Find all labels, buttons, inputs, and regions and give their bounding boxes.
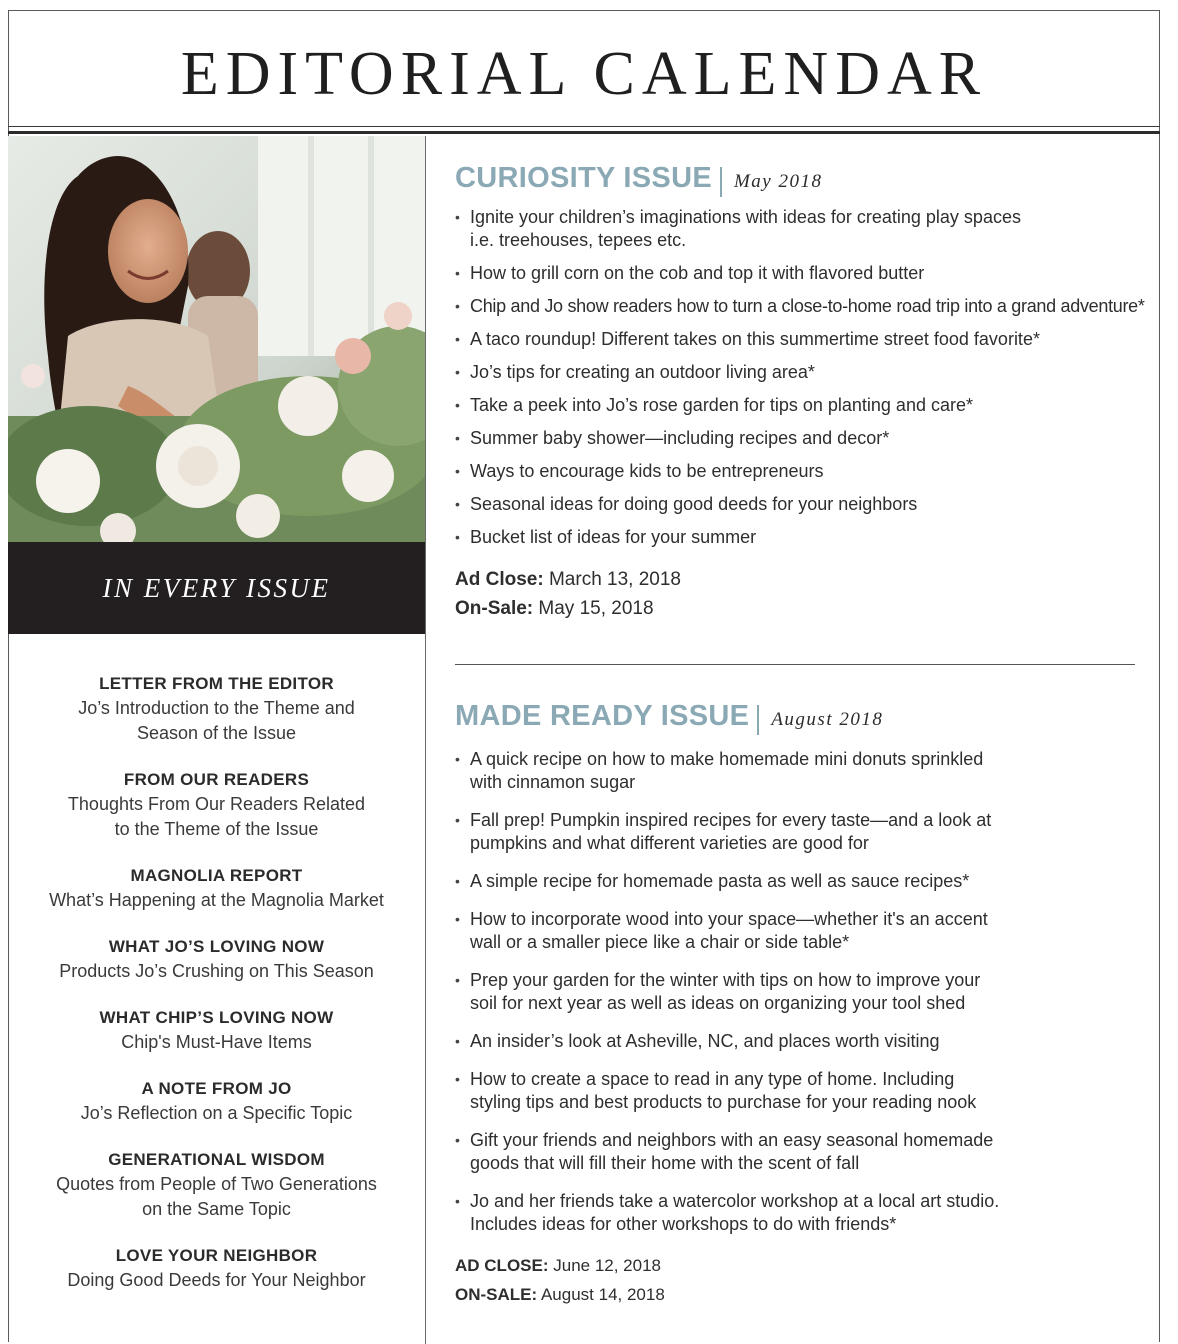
photo-icon (8, 136, 425, 542)
section-description-line: Jo’s Reflection on a Specific Topic (80, 1103, 353, 1123)
bullet-item (455, 394, 1155, 417)
issue-divider (757, 705, 759, 735)
issue-separator (455, 664, 1135, 665)
bullet-line: How to grill corn on the cob and top it with flavored butter (470, 263, 925, 283)
bullet-line: Includes ideas for other workshops to do with friends* (470, 1214, 897, 1234)
bullet-item (455, 361, 1155, 384)
section-description-line: to the Theme of the Issue (114, 819, 319, 839)
bullet-item (455, 809, 1155, 855)
bullet-item (455, 295, 1155, 318)
bullet-line: with cinnamon sugar (470, 772, 636, 792)
bullet-item (455, 493, 1155, 516)
bullet-line: A quick recipe on how to make homemade mini donuts sprinkled (470, 749, 984, 769)
bullet-item (455, 748, 1155, 794)
section-description-line: Doing Good Deeds for Your Neighbor (67, 1270, 366, 1290)
bullet-item (455, 1190, 1155, 1236)
bullet-item (455, 262, 1155, 285)
bullet-item (455, 526, 1155, 549)
issue-date: August 2018 (771, 709, 884, 730)
on-sale-value: May 15, 2018 (538, 598, 654, 619)
bullet-line: Prep your garden for the winter with tips on how to improve your (470, 970, 981, 990)
section-heading: LETTER FROM THE EDITOR (99, 674, 334, 693)
bullet-line: pumpkins and what different varieties are good for (470, 833, 869, 853)
section-heading: MAGNOLIA REPORT (130, 866, 303, 885)
section-description-line: What’s Happening at the Magnolia Market (49, 890, 384, 910)
on-sale-label: On-Sale: (455, 598, 534, 619)
bullet-line: styling tips and best products to purchase for your reading nook (470, 1092, 977, 1112)
bullet-line: How to create a space to read in any type of home. Including (470, 1069, 955, 1089)
section-heading: WHAT JO’S LOVING NOW (108, 937, 325, 956)
section-description-line: on the Same Topic (142, 1199, 291, 1219)
issue-bullet-list (455, 748, 1155, 1236)
bullet-line: A simple recipe for homemade pasta as well as sauce recipes* (470, 871, 970, 891)
in-every-issue-label: IN EVERY ISSUE (102, 572, 331, 603)
header-rule-thin (8, 126, 1160, 127)
bullet-item (455, 1068, 1155, 1114)
bullet-line: Take a peek into Jo’s rose garden for tips on planting and care* (470, 395, 973, 415)
bullet-item (455, 206, 1155, 252)
bullet-line: Seasonal ideas for doing good deeds for your neighbors (470, 494, 918, 514)
bullet-item (455, 328, 1155, 351)
ad-close (455, 1251, 1155, 1280)
bullet-line: A taco roundup! Different takes on this summertime street food favorite* (470, 329, 1040, 349)
section-description-line: Thoughts From Our Readers Related (67, 794, 366, 814)
issue-name: MADE READY ISSUE (455, 700, 750, 732)
section-description-line: Season of the Issue (136, 723, 297, 743)
section-description-line: Quotes from People of Two Generations (56, 1174, 377, 1194)
bullet-line: i.e. treehouses, tepees etc. (470, 230, 687, 250)
bullet-line: Gift your friends and neighbors with an easy seasonal homemade (470, 1130, 994, 1150)
on-sale (455, 594, 1155, 623)
on-sale-label: ON-SALE: (455, 1285, 538, 1304)
ad-close-label: Ad Close: (455, 569, 544, 590)
bullet-line: Ignite your children’s imaginations with ideas for creating play spaces (470, 207, 1021, 227)
issue-dates (455, 1251, 1155, 1309)
bullet-item (455, 908, 1155, 954)
section-heading: GENERATIONAL WISDOM (108, 1150, 325, 1169)
bullet-line: goods that will fill their home with the scent of fall (470, 1153, 860, 1173)
header-rule-thick (8, 131, 1160, 134)
issue-curiosity (455, 162, 1155, 623)
section-magnolia-report (8, 864, 425, 913)
section-love-your-neighbor (8, 1244, 425, 1293)
section-letter-from-editor (8, 672, 425, 746)
bullet-line: Ways to encourage kids to be entrepreneurs (470, 461, 824, 481)
section-description-line: Jo’s Introduction to the Theme and (78, 698, 355, 718)
issue-divider (720, 167, 722, 197)
section-a-note-from-jo (8, 1077, 425, 1126)
ad-close (455, 565, 1155, 594)
bullet-line: Chip and Jo show readers how to turn a close-to-home road trip into a grand adventure* (470, 296, 1145, 316)
issue-name: CURIOSITY ISSUE (455, 162, 712, 194)
bullet-line: Bucket list of ideas for your summer (470, 527, 757, 547)
bullet-line: wall or a smaller piece like a chair or side table* (470, 932, 850, 952)
section-heading: A NOTE FROM JO (141, 1079, 292, 1098)
ad-close-label: AD CLOSE: (455, 1256, 549, 1275)
bullet-item (455, 1030, 1155, 1053)
section-what-jos-loving-now (8, 935, 425, 984)
ad-close-value: June 12, 2018 (553, 1256, 661, 1275)
in-every-issue-list (8, 672, 425, 1315)
bullet-line: Fall prep! Pumpkin inspired recipes for every taste—and a look at (470, 810, 992, 830)
issue-header (455, 700, 1155, 740)
ad-close-value: March 13, 2018 (548, 569, 681, 590)
section-description-line: Chip's Must-Have Items (121, 1032, 312, 1052)
issue-date: May 2018 (733, 171, 823, 192)
bullet-item (455, 460, 1155, 483)
bullet-line: Summer baby shower—including recipes and decor* (470, 428, 890, 448)
section-heading: FROM OUR READERS (123, 770, 310, 789)
issue-header (455, 162, 1155, 202)
issue-bullet-list (455, 206, 1155, 549)
column-divider (425, 136, 426, 1344)
section-what-chips-loving-now (8, 1006, 425, 1055)
section-generational-wisdom (8, 1148, 425, 1222)
bullet-line: An insider’s look at Asheville, NC, and places worth visiting (470, 1031, 940, 1051)
in-every-issue-banner (8, 542, 425, 634)
section-from-our-readers (8, 768, 425, 842)
section-description-line: Products Jo’s Crushing on This Season (59, 961, 374, 981)
issue-made-ready (455, 700, 1155, 1309)
bullet-line: Jo’s tips for creating an outdoor living area* (470, 362, 815, 382)
on-sale-value: August 14, 2018 (540, 1285, 665, 1304)
on-sale (455, 1280, 1155, 1309)
bullet-item (455, 969, 1155, 1015)
page-title: EDITORIAL CALENDAR (180, 40, 988, 108)
bullet-item (455, 870, 1155, 893)
bullet-item (455, 427, 1155, 450)
bullet-line: How to incorporate wood into your space—whether it's an accent (470, 909, 988, 929)
bullet-item (455, 1129, 1155, 1175)
section-heading: WHAT CHIP’S LOVING NOW (99, 1008, 334, 1027)
section-heading: LOVE YOUR NEIGHBOR (115, 1246, 318, 1265)
feature-photo (8, 136, 425, 542)
bullet-line: soil for next year as well as ideas on organizing your tool shed (470, 993, 966, 1013)
bullet-line: Jo and her friends take a watercolor workshop at a local art studio. (470, 1191, 1000, 1211)
issue-dates (455, 565, 1155, 623)
